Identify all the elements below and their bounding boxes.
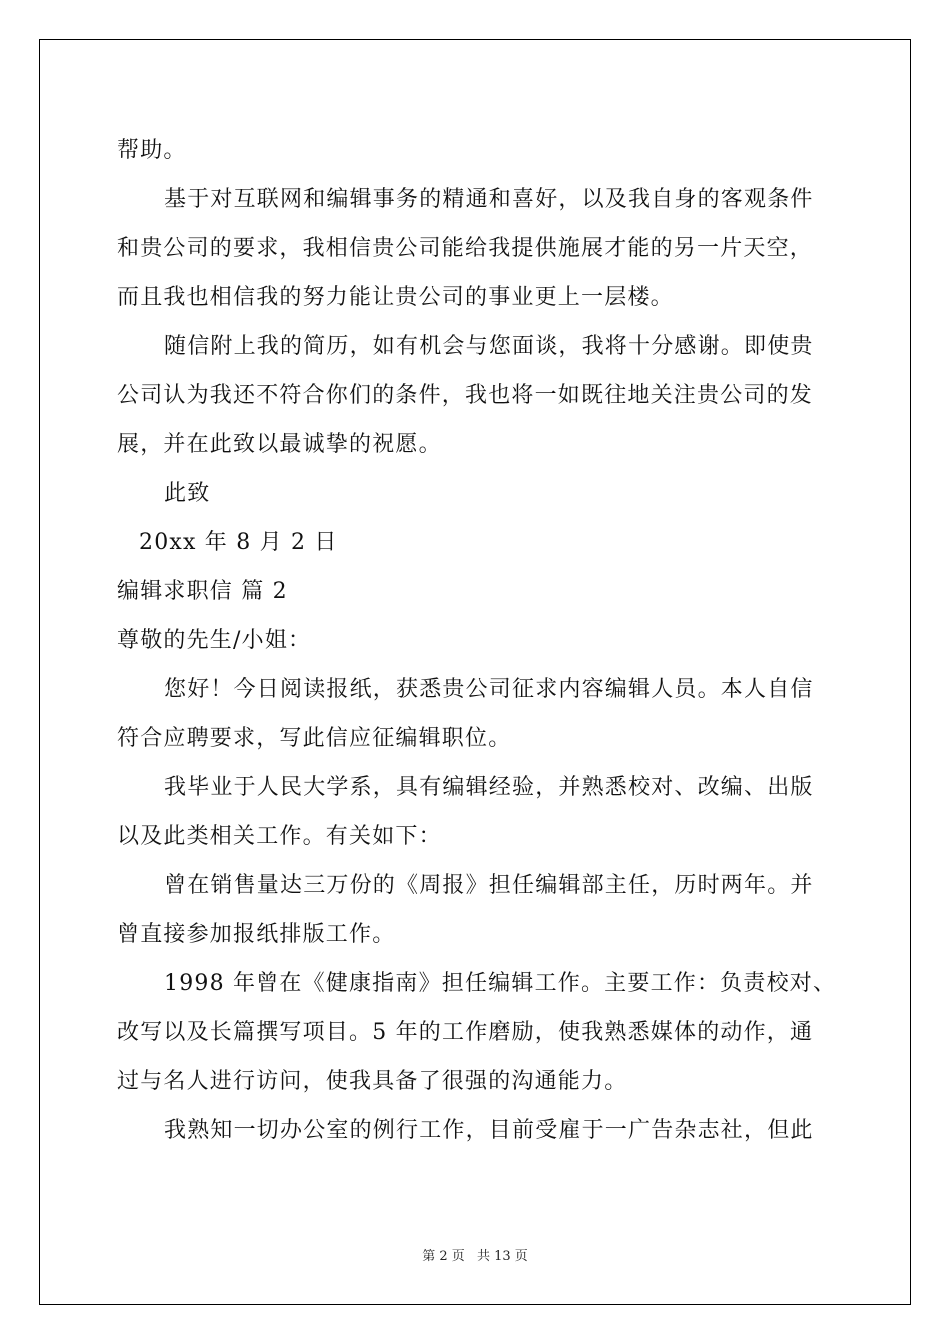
- greeting: 尊敬的先生/小姐：: [117, 628, 312, 653]
- text-line: 曾直接参加报纸排版工作。: [117, 922, 396, 947]
- text-line: 曾在销售量达三万份的《周报》担任编辑部主任，历时两年。并: [164, 873, 814, 898]
- text-line: 符合应聘要求，写此信应征编辑职位。: [117, 726, 512, 751]
- text-line: 改写以及长篇撰写项目。5 年的工作磨励，使我熟悉媒体的动作，通: [117, 1020, 814, 1045]
- document-body: [117, 126, 837, 1155]
- text-line: 我毕业于人民大学系，具有编辑经验，并熟悉校对、改编、出版: [164, 775, 814, 800]
- text-line: 过与名人进行访问，使我具备了很强的沟通能力。: [117, 1069, 628, 1094]
- letter-date: 20xx 年 8 月 2 日: [139, 530, 338, 555]
- text-line: 帮助。: [117, 138, 187, 163]
- page-total: 共 13 页: [476, 1249, 528, 1264]
- page-number: 第 2 页: [422, 1249, 465, 1264]
- text-line: 您好！今日阅读报纸，获悉贵公司征求内容编辑人员。本人自信: [164, 677, 814, 702]
- closing-salutation: 此致: [164, 481, 211, 506]
- text-line: 1998 年曾在《健康指南》担任编辑工作。主要工作：负责校对、: [164, 971, 837, 996]
- text-line: 基于对互联网和编辑事务的精通和喜好，以及我自身的客观条件: [164, 187, 814, 212]
- text-line: 和贵公司的要求，我相信贵公司能给我提供施展才能的另一片天空，: [117, 236, 814, 261]
- text-line: 我熟知一切办公室的例行工作，目前受雇于一广告杂志社，但此: [164, 1118, 814, 1143]
- section-heading: 编辑求职信 篇 2: [117, 579, 288, 604]
- text-line: 而且我也相信我的努力能让贵公司的事业更上一层楼。: [117, 285, 674, 310]
- text-line: 公司认为我还不符合你们的条件，我也将一如既往地关注贵公司的发: [117, 383, 814, 408]
- page-footer: [0, 1245, 950, 1264]
- text-line: 展，并在此致以最诚挚的祝愿。: [117, 432, 442, 457]
- text-line: 以及此类相关工作。有关如下：: [117, 824, 442, 849]
- text-line: 随信附上我的简历，如有机会与您面谈，我将十分感谢。即使贵: [164, 334, 814, 359]
